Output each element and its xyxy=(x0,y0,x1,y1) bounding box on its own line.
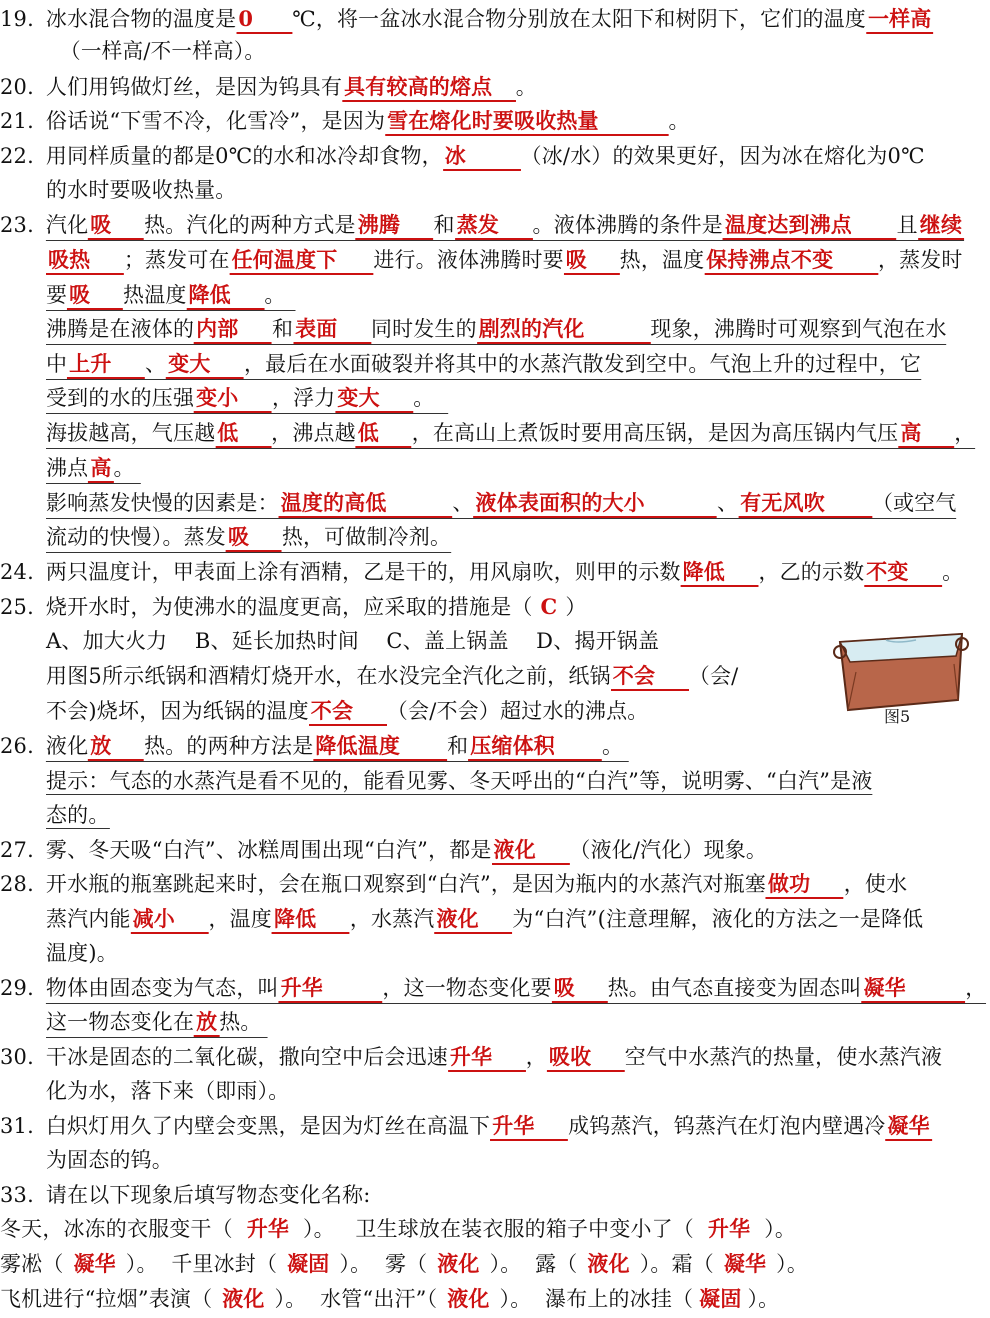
q29-line1 xyxy=(0,971,988,1005)
q22-line1 xyxy=(0,139,988,173)
q23-text: ，最后在水面破裂并将其中的水蒸汽散发到空中。气泡上升的过程中，它 xyxy=(244,352,922,376)
q33-text: 雾凇（ xyxy=(0,1252,64,1276)
q21-line xyxy=(0,104,988,138)
q26-line1 xyxy=(0,729,988,763)
q25-answer: C xyxy=(540,594,558,619)
q23-answer: 继续 xyxy=(918,212,964,240)
q23-line2 xyxy=(46,243,988,277)
q28-line1 xyxy=(0,867,988,901)
q23-answer: 低 xyxy=(356,420,412,448)
q25-text: （会/ xyxy=(688,664,739,688)
q33-text: ）。 水管“出汗”（ xyxy=(274,1287,438,1311)
q19-text: 冰水混合物的温度是 xyxy=(45,7,237,31)
q24-text: 两只温度计，甲表面上涂有酒精，乙是干的，用风扇吹，则甲的示数 xyxy=(45,560,681,584)
q25-options-text: A、加大火力 B、延长加热时间 C、盖上锅盖 D、揭开锅盖 xyxy=(46,629,660,653)
q30-answer: 升华 xyxy=(448,1044,526,1072)
q20-text: 人们用钨做灯丝，是因为钨具有 xyxy=(45,75,343,99)
q23-answer: 变大 xyxy=(166,351,244,379)
q23-line8 xyxy=(46,451,988,485)
q33-answer: 凝华 xyxy=(73,1251,116,1276)
q28-text: 开水瓶的瓶塞跳起来时，会在瓶口观察到“白汽”，是因为瓶内的水蒸汽对瓶塞 xyxy=(45,872,766,896)
question-number: 30. xyxy=(0,1045,34,1069)
q21-text-2: 。 xyxy=(668,109,690,133)
q23-answer: 任何温度下 xyxy=(230,247,374,275)
q23-answer: 表面 xyxy=(293,316,371,344)
q23-answer: 温度达到沸点 xyxy=(723,212,897,240)
q23-line1 xyxy=(0,208,988,242)
q23-answer: 沸腾 xyxy=(356,212,434,240)
q19-text-3: （一样高/不一样高）。 xyxy=(60,39,266,63)
q31-answer: 升华 xyxy=(490,1113,568,1141)
q26-text: 。 xyxy=(602,734,624,758)
q28-line3 xyxy=(46,936,988,970)
q23-line7 xyxy=(46,416,988,450)
q31-line2 xyxy=(46,1143,988,1177)
question-number: 27. xyxy=(0,838,34,862)
q27-answer: 液化 xyxy=(492,837,570,865)
q23-answer: 保持沸点不变 xyxy=(704,247,878,275)
q23-answer: 高 xyxy=(88,455,113,483)
q26-tip: 提示：气态的水蒸汽是看不见的，能看见雾、冬天呼出的“白汽”等，说明雾、“白汽”是液 xyxy=(46,769,873,793)
question-number: 29. xyxy=(0,976,34,1000)
q23-text: ，蒸发时 xyxy=(877,248,963,272)
q33-text: 请在以下现象后填写物态变化名称: xyxy=(45,1183,371,1207)
q23-answer: 变大 xyxy=(335,385,413,413)
q25-answer: 不会 xyxy=(611,663,689,691)
q23-text: 、 xyxy=(717,491,739,515)
q28-text: 蒸汽内能 xyxy=(46,907,131,931)
q23-text: 。 xyxy=(413,386,435,410)
q26-text: 液化 xyxy=(45,734,89,758)
q31-answer: 凝华 xyxy=(885,1113,931,1141)
q23-text: 和 xyxy=(433,213,455,237)
q29-answer: 放 xyxy=(194,1009,219,1037)
q25-options xyxy=(46,624,826,658)
question-number: 26. xyxy=(0,734,34,758)
question-number: 19. xyxy=(0,7,34,31)
q33-answer: 液化 xyxy=(447,1286,490,1311)
q23-text: 现象，沸腾时可观察到气泡在水 xyxy=(650,317,947,341)
q23-text: 中 xyxy=(46,352,68,376)
q33-text: ）。 卫生球放在装衣服的箱子中变小了（ xyxy=(303,1217,694,1241)
q23-text: 同时发生的 xyxy=(370,317,477,341)
q25-answer: 不会 xyxy=(309,698,387,726)
q23-text: ， xyxy=(954,421,976,445)
q33-text: ）。 千里冰封（ xyxy=(125,1252,278,1276)
q25-line4 xyxy=(46,694,826,728)
q29-answer: 升华 xyxy=(279,975,383,1003)
q27-line xyxy=(0,833,988,867)
q33-text: ）。 xyxy=(764,1217,797,1241)
q28-answer: 减小 xyxy=(131,906,209,934)
q28-text: ，使水 xyxy=(843,872,908,896)
q23-text: 沸腾是在液体的 xyxy=(46,317,195,341)
q26-answer: 压缩体积 xyxy=(468,733,602,761)
q26-tip1 xyxy=(46,764,988,798)
question-number: 31. xyxy=(0,1114,34,1138)
q23-answer: 吸热 xyxy=(46,247,124,275)
q23-text: 受到的水的压强 xyxy=(46,386,195,410)
q26-tip: 态的。 xyxy=(46,803,110,827)
q23-answer: 变小 xyxy=(194,385,272,413)
q25-text: ） xyxy=(565,595,587,619)
q26-text: 热。的两种方法是 xyxy=(144,734,314,758)
q33-text: ）。霜（ xyxy=(639,1252,714,1276)
q33-text: ）。 瀑布上的冰挂（ xyxy=(499,1287,694,1311)
q29-text: 这一物态变化在 xyxy=(46,1010,195,1034)
q31-text: 白炽灯用久了内壁会变黑，是因为灯丝在高温下 xyxy=(45,1114,491,1138)
q24-answer: 不变 xyxy=(864,559,942,587)
q31-text: 为固态的钨。 xyxy=(46,1148,173,1172)
question-number: 22. xyxy=(0,144,34,168)
q23-text: ，浮力 xyxy=(271,386,336,410)
q33-text: ）。 雾（ xyxy=(339,1252,428,1276)
q28-answer: 降低 xyxy=(272,906,350,934)
q27-text: 雾、冬天吸“白汽”、冰糕周围出现“白汽”，都是 xyxy=(45,838,492,862)
q20-line xyxy=(0,70,988,104)
q33-answer: 升华 xyxy=(246,1216,290,1241)
q33-text: ）。 露（ xyxy=(489,1252,578,1276)
q25-text: 用图5所示纸锅和酒精灯烧开水，在水没完全汽化之前，纸锅 xyxy=(46,664,611,688)
q23-text: 和 xyxy=(271,317,294,341)
q33-answer: 液化 xyxy=(587,1251,630,1276)
q29-text: 热。由气态直接变为固态叫 xyxy=(607,976,862,1000)
q33-text: ）。 xyxy=(776,1252,809,1276)
q23-line10 xyxy=(46,520,988,554)
q20-text-2: 。 xyxy=(515,75,537,99)
q31-text: 成钨蒸汽，钨蒸汽在灯泡内壁遇冷 xyxy=(568,1114,886,1138)
q30-line1 xyxy=(0,1040,988,1074)
q23-text: 。 xyxy=(264,283,286,307)
q23-text: 要 xyxy=(46,283,68,307)
q29-text: ， xyxy=(965,976,987,1000)
q31-line1 xyxy=(0,1109,988,1143)
question-number: 20. xyxy=(0,75,34,99)
figure-caption: 图5 xyxy=(884,707,911,726)
q23-text: ，在高山上煮饭时要用高压锅，是因为高压锅内气压 xyxy=(411,421,899,445)
q23-text: （或空气 xyxy=(871,491,957,515)
question-number: 24. xyxy=(0,560,34,584)
q23-answer: 降低 xyxy=(187,282,265,310)
q29-text: 物体由固态变为气态，叫 xyxy=(45,976,279,1000)
q22-answer: 冰 xyxy=(443,143,521,171)
q23-text: 海拔越高，气压越 xyxy=(46,421,216,445)
q23-line3 xyxy=(46,278,988,312)
q23-text: ；蒸发可在 xyxy=(123,248,230,272)
question-number: 28. xyxy=(0,872,34,896)
q23-answer: 低 xyxy=(215,420,271,448)
q23-text: 热。汽化的两种方式是 xyxy=(144,213,356,237)
q24-text: ，乙的示数 xyxy=(758,560,865,584)
q23-answer: 高 xyxy=(898,420,954,448)
q22-text-3: 的水时要吸收热量。 xyxy=(46,178,237,202)
q33-line1 xyxy=(0,1178,988,1212)
q33-answer: 凝固 xyxy=(699,1286,742,1311)
q29-text: ，这一物态变化要 xyxy=(382,976,552,1000)
q21-answer: 雪在熔化时要吸收热量 xyxy=(385,108,668,136)
q26-answer: 放 xyxy=(88,733,144,761)
q33-answer: 凝固 xyxy=(287,1251,330,1276)
q33-row1 xyxy=(0,1212,988,1246)
q33-text: ）。 xyxy=(747,1287,780,1311)
q33-answer: 液化 xyxy=(222,1286,265,1311)
q30-answer: 吸收 xyxy=(547,1044,625,1072)
q23-line6 xyxy=(46,381,988,415)
q23-line4 xyxy=(46,312,988,346)
q23-line9 xyxy=(46,486,988,520)
q33-text: 飞机进行“拉烟”表演（ xyxy=(0,1287,213,1311)
q24-answer: 降低 xyxy=(681,559,759,587)
q27-text: （液化/汽化）现象。 xyxy=(569,838,768,862)
q23-text: 流动的快慢）。蒸发 xyxy=(46,525,226,549)
q22-text-2: （冰/水）的效果更好，因为冰在熔化为0℃ xyxy=(520,144,925,168)
q28-answer: 液化 xyxy=(434,906,512,934)
q23-text: 影响蒸发快慢的因素是： xyxy=(46,491,279,515)
q29-text: 热。 xyxy=(219,1010,262,1034)
q24-line xyxy=(0,555,988,589)
q23-text: 。 xyxy=(113,456,135,480)
q23-answer: 吸 xyxy=(226,524,282,552)
q30-line2 xyxy=(46,1074,988,1108)
q28-text: 温度)。 xyxy=(46,941,118,965)
q23-text: 热，可做制冷剂。 xyxy=(281,525,452,549)
q26-answer: 降低温度 xyxy=(313,733,447,761)
q25-line3 xyxy=(46,659,826,693)
q19-line1 xyxy=(0,2,988,36)
q23-answer: 剧烈的汽化 xyxy=(477,316,651,344)
q33-row3 xyxy=(0,1282,988,1316)
q22-text: 用同样质量的都是0℃的水和冰冷却食物， xyxy=(45,144,443,168)
q23-answer: 吸 xyxy=(564,247,620,275)
q28-text: ，温度 xyxy=(208,907,272,931)
q23-answer: 内部 xyxy=(194,316,272,344)
q23-answer: 吸 xyxy=(67,282,123,310)
q23-line5 xyxy=(46,347,988,381)
q30-text: ， xyxy=(525,1045,547,1069)
q30-text: 化为水，落下来（即雨）。 xyxy=(46,1079,290,1103)
question-number: 21. xyxy=(0,109,34,133)
question-number: 23. xyxy=(0,213,34,237)
q19-text-2: ℃，将一盆冰水混合物分别放在太阳下和树阴下，它们的温度 xyxy=(292,7,866,31)
q28-text: ，水蒸汽 xyxy=(349,907,435,931)
q30-text: 干冰是固态的二氧化碳，撒向空中后会迅速 xyxy=(45,1045,448,1069)
q23-text: 、 xyxy=(452,491,474,515)
q29-answer: 凝华 xyxy=(861,975,965,1003)
q33-answer: 凝华 xyxy=(723,1251,767,1276)
q19-answer-1: 0 xyxy=(236,6,292,34)
q21-text: 俗话说“下雪不冷，化雪冷”，是因为 xyxy=(45,109,386,133)
q30-text: 空气中水蒸汽的热量，使水蒸汽液 xyxy=(624,1045,943,1069)
q23-text: 热，温度 xyxy=(619,248,705,272)
q25-text: 烧开水时，为使沸水的温度更高，应采取的措施是（ xyxy=(45,595,533,619)
question-number: 25. xyxy=(0,595,34,619)
q33-answer: 液化 xyxy=(437,1251,480,1276)
q26-tip2 xyxy=(46,798,988,832)
question-number: 33. xyxy=(0,1183,34,1207)
q23-answer: 吸 xyxy=(88,212,144,240)
q25-text: （会/不会）超过水的沸点。 xyxy=(386,699,649,723)
q33-text: 冬天，冰冻的衣服变干（ xyxy=(0,1217,233,1241)
q29-answer: 吸 xyxy=(552,975,608,1003)
q23-text: ，沸点越 xyxy=(271,421,356,445)
q23-text: 。液体沸腾的条件是 xyxy=(532,213,723,237)
q19-answer-2: 一样高 xyxy=(866,6,933,34)
q33-answer: 升华 xyxy=(707,1216,751,1241)
q33-row2 xyxy=(0,1247,988,1281)
q23-text: 沸点 xyxy=(46,456,89,480)
q20-answer: 具有较高的熔点 xyxy=(342,74,516,102)
q19-line2 xyxy=(60,34,988,68)
q28-answer: 做功 xyxy=(766,871,844,899)
q23-answer: 蒸发 xyxy=(455,212,533,240)
q23-text: 进行。液体沸腾时要 xyxy=(373,248,564,272)
q28-line2 xyxy=(46,902,988,936)
q22-line2 xyxy=(46,173,988,207)
q23-answer: 上升 xyxy=(67,351,145,379)
q29-line2 xyxy=(46,1005,988,1039)
q23-answer: 有无风吹 xyxy=(738,490,872,518)
q23-text: 、 xyxy=(145,352,167,376)
q23-text: 汽化 xyxy=(45,213,89,237)
q23-answer: 温度的高低 xyxy=(279,490,453,518)
q24-text: 。 xyxy=(942,560,964,584)
q25-text: 不会)烧坏，因为纸锅的温度 xyxy=(46,699,309,723)
q26-text: 和 xyxy=(447,734,469,758)
q23-text: 热温度 xyxy=(123,283,187,307)
q23-text: 且 xyxy=(896,213,918,237)
q28-text: 为“白汽”(注意理解，液化的方法之一是降低 xyxy=(512,907,924,931)
q23-answer: 液体表面积的大小 xyxy=(474,490,718,518)
